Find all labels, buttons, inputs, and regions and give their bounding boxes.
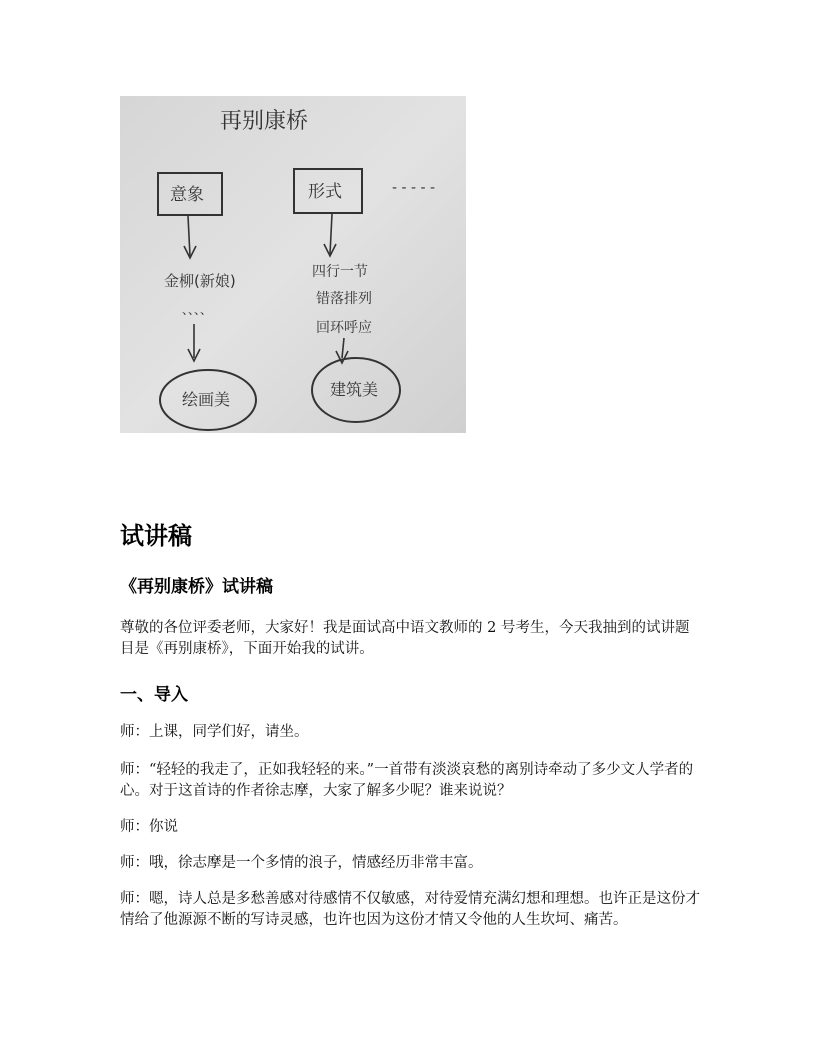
right-item-3: 回环呼应 <box>316 320 372 336</box>
left-item-1: 金柳(新娘) <box>164 272 236 290</box>
page-heading: 试讲稿 <box>120 522 192 550</box>
left-result: 绘画美 <box>182 390 231 409</box>
paragraph-2: 师：“轻轻的我走了，正如我轻轻的来。”一首带有淡淡哀愁的离别诗牵动了多少文人学者的心。对于这首诗的作者徐志摩，大家了解多少呢？谁来说说？ <box>120 762 694 799</box>
right-item-2: 错落排列 <box>316 291 372 307</box>
paragraph-4: 师：哦，徐志摩是一个多情的浪子，情感经历非常丰富。 <box>120 855 483 871</box>
paragraph-1: 师：上课，同学们好，请坐。 <box>120 724 309 740</box>
diagram-photo <box>120 96 466 433</box>
section-title: 一、导入 <box>120 685 188 705</box>
right-item-1: 四行一节 <box>312 264 368 280</box>
handwritten-diagram <box>120 96 466 433</box>
dashes: - - - - - <box>392 180 436 196</box>
right-box-label: 形式 <box>308 182 342 202</box>
intro-paragraph: 尊敬的各位评委老师，大家好！我是面试高中语文教师的 2 号考生，今天我抽到的试讲题目是《再别康桥》，下面开始我的试讲。 <box>120 620 690 657</box>
right-result: 建筑美 <box>330 380 379 399</box>
paragraph-3: 师：你说 <box>120 819 178 835</box>
paragraph-5: 师：嗯，诗人总是多愁善感对待感情不仅敏感，对待爱情充满幻想和理想。也许正是这份才情给了他源源不断的写诗灵感，也许也因为这份才情又令他的人生坎坷、痛苦。 <box>120 891 700 928</box>
left-item-2: 、、、、 <box>182 303 213 317</box>
diagram-title: 再别康桥 <box>220 109 309 134</box>
left-box-label: 意象 <box>170 185 204 205</box>
lesson-title: 《再别康桥》试讲稿 <box>120 577 273 597</box>
